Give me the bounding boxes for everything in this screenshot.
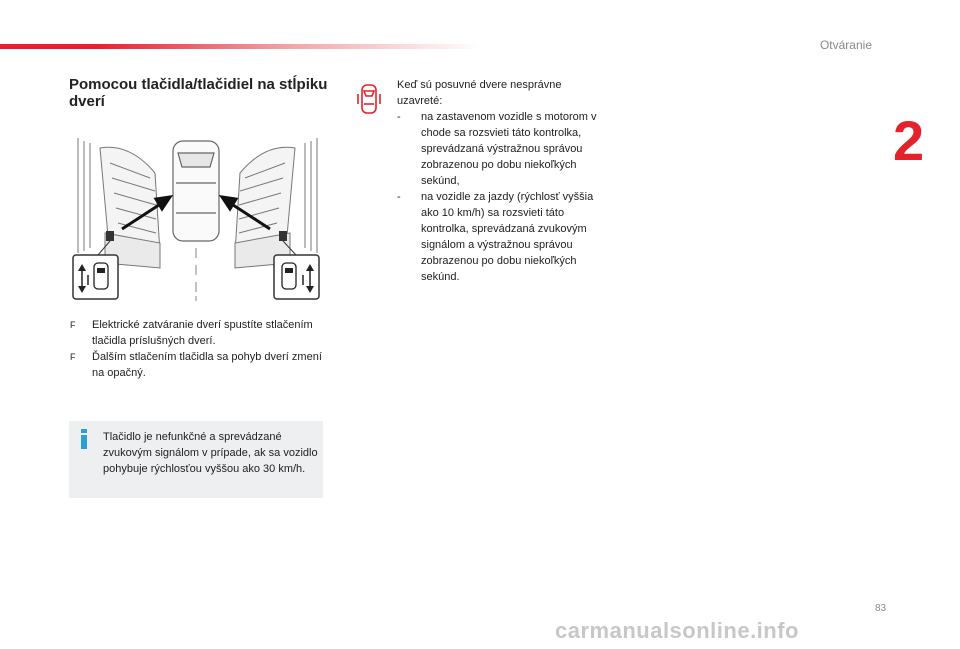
- sliding-door-warning-icon: [356, 82, 382, 116]
- instruction-text: Elektrické zatváranie dverí spustíte stlačením tlačidla príslušných dverí.: [92, 319, 313, 347]
- info-box: [69, 421, 323, 498]
- instructions-list: [70, 317, 325, 381]
- info-text: Tlačidlo je nefunkčné a sprevádzané zvukovým signálom v prípade, ak sa vozidlo pohybuje rýchlosťou vyššou ako 30 km/h.: [103, 431, 318, 475]
- warning-item: [397, 189, 607, 285]
- warning-description: [397, 77, 607, 285]
- chapter-number: 2: [893, 109, 925, 172]
- info-icon: [79, 429, 89, 449]
- warning-item-text: na vozidle za jazdy (rýchlosť vyššia ako 10 km/h) sa rozsvieti táto kontrolka, sprevádzaná zvukovým signálom a výstražnou správou zobrazenou po dobu niekoľkých sekúnd.: [421, 191, 594, 283]
- warning-item: [397, 109, 607, 189]
- bullet-mark: F: [70, 320, 76, 330]
- section-label: Otváranie: [819, 38, 872, 52]
- header-accent-bar: [0, 44, 480, 49]
- instruction-item: [70, 349, 325, 381]
- door-buttons-illustration: [70, 133, 325, 303]
- bullet-mark: F: [70, 352, 76, 362]
- warning-item-text: na zastavenom vozidle s motorom v chode sa rozsvieti táto kontrolka, sprevádzaná výstražnou správou zobrazenou po dobu niekoľkých sekúnd,: [421, 111, 597, 187]
- page-number: 83: [875, 603, 887, 614]
- instruction-text: Ďalším stlačením tlačidla sa pohyb dverí zmení na opačný.: [92, 351, 322, 379]
- dash-mark: -: [397, 111, 401, 123]
- warning-intro: Keď sú posuvné dvere nesprávne uzavreté:: [397, 79, 562, 107]
- section-heading: Pomocou tlačidla/tlačidiel na stĺpiku dverí: [69, 76, 328, 110]
- dash-mark: -: [397, 191, 401, 203]
- instruction-item: [70, 317, 325, 349]
- watermark: carmanualsonline.info: [555, 618, 799, 643]
